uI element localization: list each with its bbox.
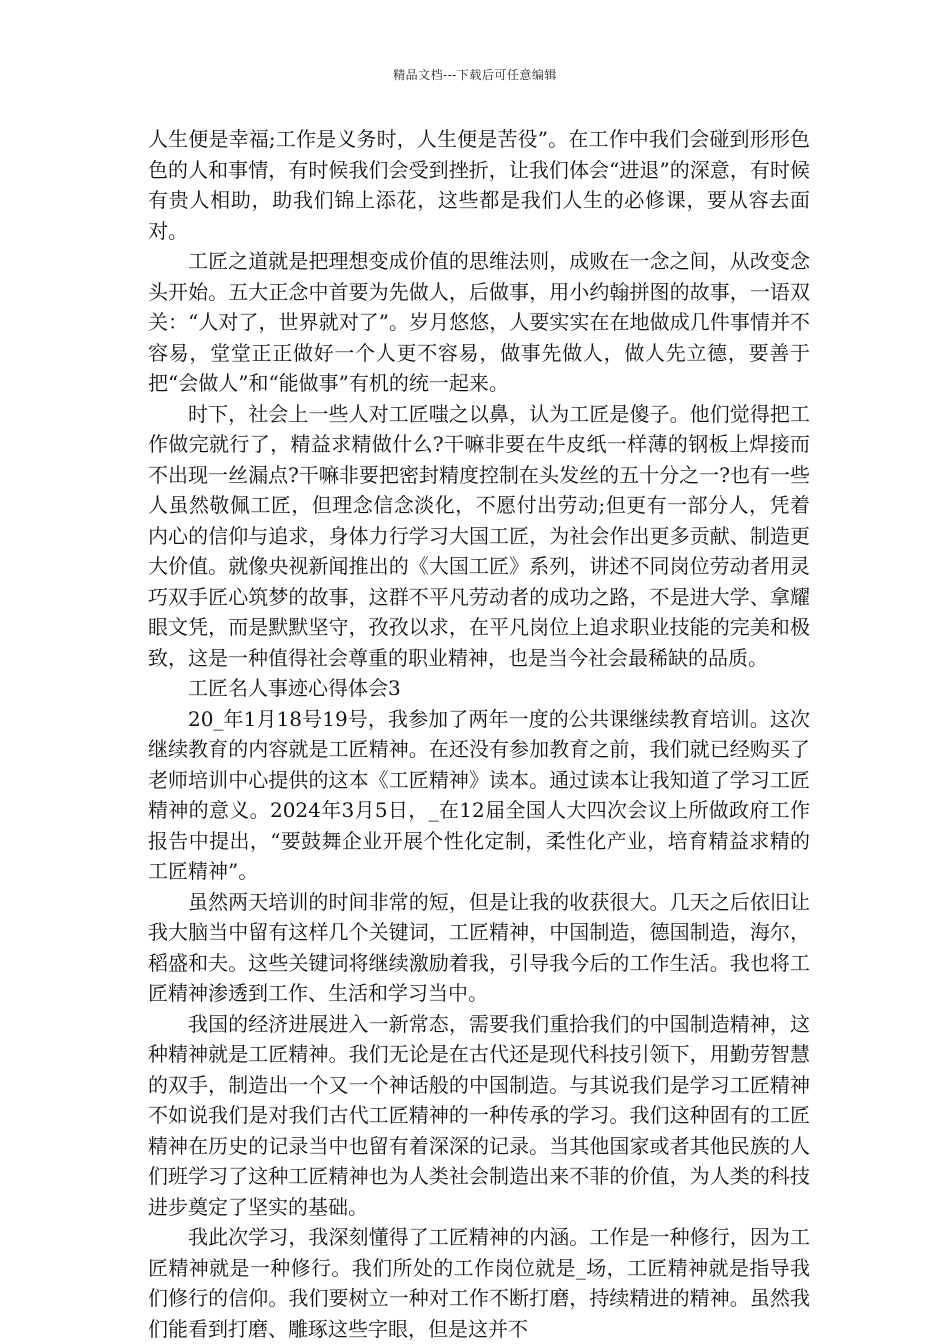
- paragraph-1: 人生便是幸福;工作是义务时，人生便是苦役”。在工作中我们会碰到形形色色的人和事情，有时候我们会受到挫折，让我们体会“进退”的深意，有时候有贵人相助，助我们锦上添花，这些都是我们人生的必修课，要从容去面对。: [148, 127, 810, 243]
- paragraph-4: 20_年1月18号19号，我参加了两年一度的公共课继续教育培训。这次继续教育的内容就是工匠精神。在还没有参加教育之前，我们就已经购买了老师培训中心提供的这本《工匠精神》读本。通过读本让我知道了学习工匠精神的意义。2024年3月5日，_在12届全国人大四次会议上所做政府工作报告中提出，“要鼓舞企业开展个性化定制，柔性化产业，培育精益求精的工匠精神”。: [148, 706, 810, 883]
- document-body: [148, 124, 810, 1344]
- section-heading: 工匠名人事迹心得体会3: [188, 676, 401, 700]
- paragraph-7: 我此次学习，我深刻懂得了工匠精神的内涵。工作是一种修行，因为工匠精神就是一种修行。我们所处的工作岗位就是_场，工匠精神就是指导我们修行的信仰。我们要树立一种对工作不断打磨，持续精进的精神。虽然我们能看到打磨、雕琢这些字眼，但是这并不: [148, 1225, 810, 1341]
- paragraph-3: 时下，社会上一些人对工匠嗤之以鼻，认为工匠是傻子。他们觉得把工作做完就行了，精益求精做什么?干嘛非要在牛皮纸一样薄的钢板上焊接而不出现一丝漏点?干嘛非要把密封精度控制在头发丝的五十分之一?也有一些人虽然敬佩工匠，但理念信念淡化，不愿付出劳动;但更有一部分人，凭着内心的信仰与追求，身体力行学习大国工匠，为社会作出更多贡献、制造更大价值。就像央视新闻推出的《大国工匠》系列，讲述不同岗位劳动者用灵巧双手匠心筑梦的故事，这群不平凡劳动者的成功之路，不是进大学、拿耀眼文凭，而是默默坚守，孜孜以求，在平凡岗位上追求职业技能的完美和极致，这是一种值得社会尊重的职业精神，也是当今社会最稀缺的品质。: [148, 401, 810, 670]
- page-header: 精品文档---下载后可任意编辑: [393, 68, 557, 82]
- paragraph-2: 工匠之道就是把理想变成价值的思维法则，成败在一念之间，从改变念头开始。五大正念中首要为先做人，后做事，用小约翰拼图的故事，一语双关：“人对了，世界就对了”。岁月悠悠，人要实实在在地做成几件事情并不容易，堂堂正正做好一个人更不容易，做事先做人，做人先立德，要善于把“会做人”和“能做事”有机的统一起来。: [148, 249, 810, 395]
- paragraph-6: 我国的经济进展进入一新常态，需要我们重拾我们的中国制造精神，这种精神就是工匠精神。我们无论是在古代还是现代科技引领下，用勤劳智慧的双手，制造出一个又一个神话般的中国制造。与其说我们是学习工匠精神不如说我们是对我们古代工匠精神的一种传承的学习。我们这种固有的工匠精神在历史的记录当中也留有着深深的记录。当其他国家或者其他民族的人们班学习了这种工匠精神也为人类社会制造出来不菲的价值，为人类的科技进步奠定了坚实的基础。: [148, 1011, 810, 1219]
- paragraph-5: 虽然两天培训的时间非常的短，但是让我的收获很大。几天之后依旧让我大脑当中留有这样几个关键词，工匠精神，中国制造，德国制造，海尔，稻盛和夫。这些关键词将继续激励着我，引导我今后的工作生活。我也将工匠精神渗透到工作、生活和学习当中。: [148, 889, 810, 1005]
